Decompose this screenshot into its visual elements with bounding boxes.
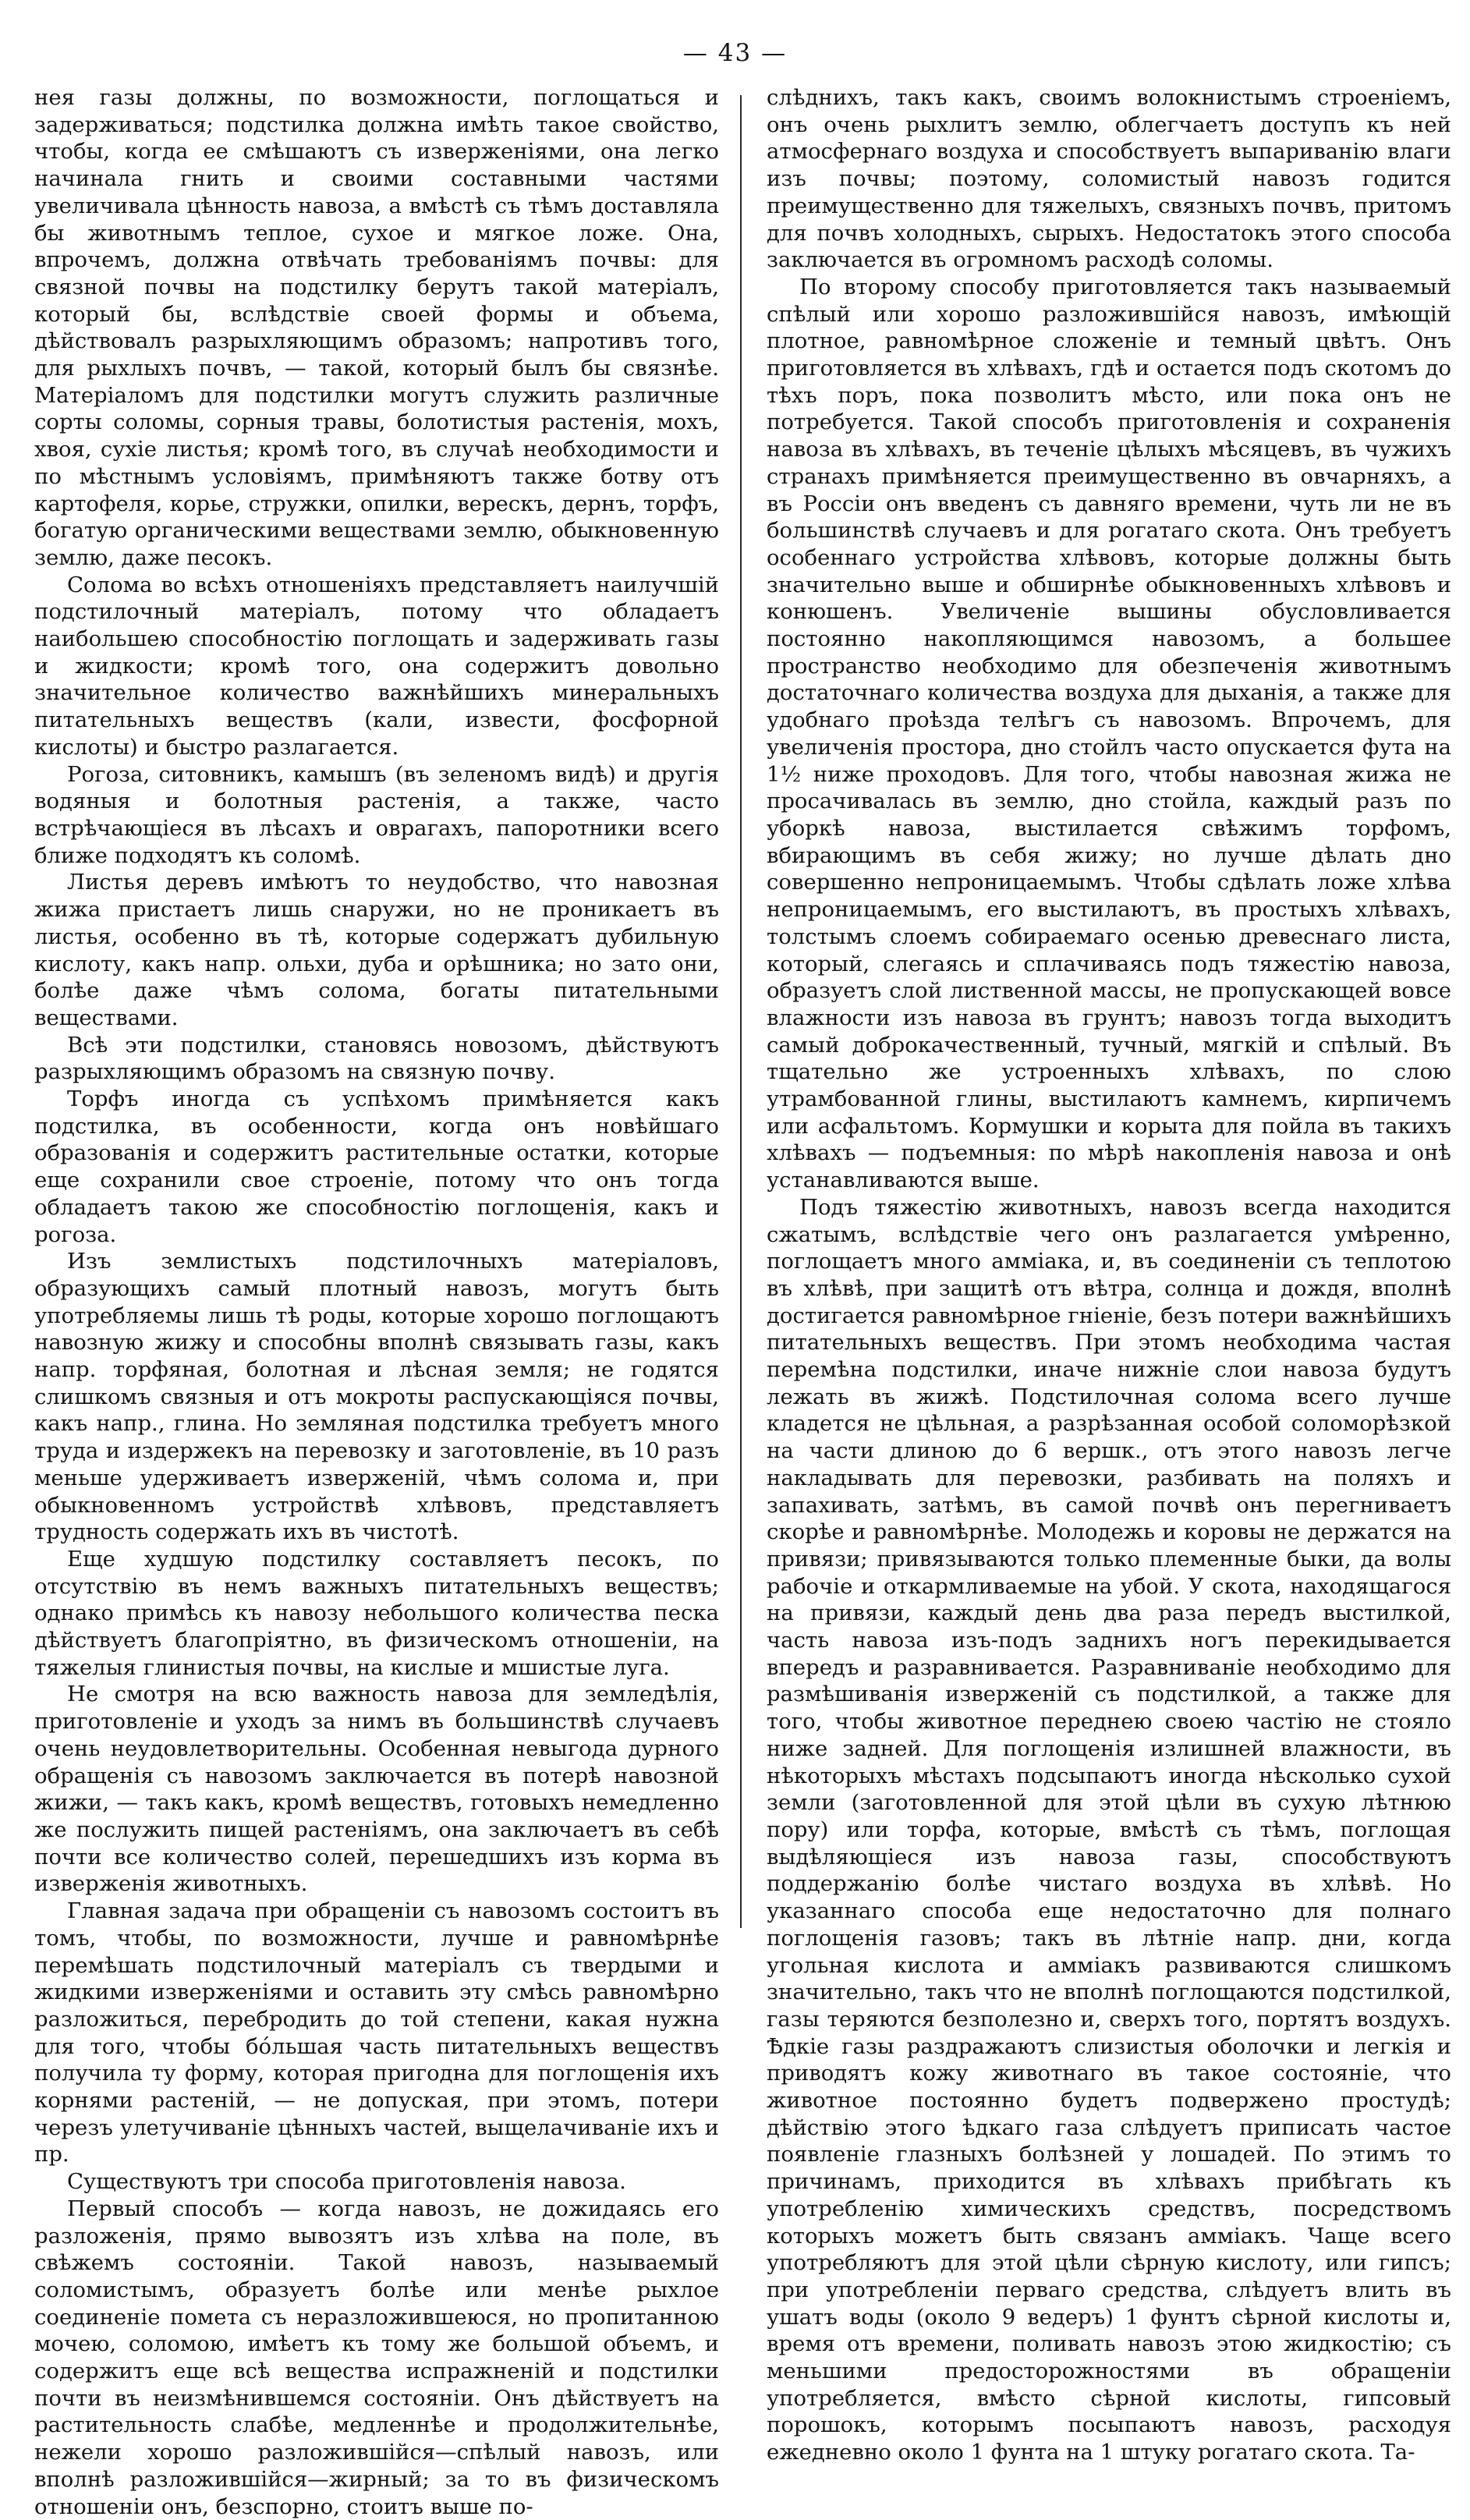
paragraph: Главная задача при обращеніи съ навозомъ состоитъ въ томъ, чтобы, по возможности, лучше и равномѣрнѣе перемѣшать подстилочный матеріалъ съ твердыми и жидкими изверженіями и оставить эту смѣсь равномѣрно разложиться, перебродить до той степени, какая нужна для того, чтобы бо́льшая часть питательныхъ веществъ получила ту форму, которая пригодна для поглощенія ихъ корнями растеній, — не допуская, при этомъ, потери черезъ улетучиваніе цѣнныхъ частей, выщелачиваніе ихъ и пр. bbox=[34, 1898, 719, 2167]
paragraph: Торфъ иногда съ успѣхомъ примѣняется какъ подстилка, въ особенности, когда онъ новѣйшаго образованія и содержитъ растительные остатки, которые еще сохранили свое строеніе, потому что онъ тогда обладаетъ такою же способностію поглощенія, какъ и рогоза. bbox=[34, 1086, 719, 1247]
paragraph: Существуютъ три способа приготовленія навоза. bbox=[67, 2169, 626, 2195]
paragraph: Первый способъ — когда навозъ, не дожидаясь его разложенія, прямо вывозятъ изъ хлѣва на поле, въ свѣжемъ состояніи. Такой навозъ, называемый соломистымъ, образуетъ болѣе или менѣе рыхлое соединеніе помета съ неразложившеюся, но пропитанною мочею, соломою, имѣетъ къ тому же большой объемъ, и содержитъ еще всѣ вещества испражненій и подстилки почти въ неизмѣнившемся состояніи. Онъ дѣйствуетъ на растительность слабѣе, медленнѣе и продолжительнѣе, нежели хорошо разложившійся—спѣлый навозъ, или вполнѣ разложившійся—жирный; за то въ физическомъ отношеніи онъ, безспорно, стоитъ выше по- bbox=[34, 2196, 719, 2519]
paragraph: Не смотря на всю важность навоза для земледѣлія, приготовленіе и уходъ за нимъ въ большинствѣ случаевъ очень неудовлетворительны. Особенная невыгода дурного обращенія съ навозомъ заключается въ потерѣ навозной жижи, — такъ какъ, кромѣ веществъ, готовыхъ немедленно же послужить пищей растеніямъ, она заключаетъ въ себѣ почти все количество солей, перешедшихъ изъ корма въ изверженія животныхъ. bbox=[34, 1682, 719, 1897]
paragraph: Подъ тяжестію животныхъ, навозъ всегда находится сжатымъ, вслѣдствіе чего онъ разлагается умѣренно, поглощаетъ много аммiака, и, въ соединеніи съ теплотою въ хлѣвѣ, при защитѣ отъ вѣтра, солнца и дождя, вполнѣ достигается равномѣрное гніеніе, безъ потери важнѣйшихъ питательныхъ веществъ. При этомъ необходима частая перемѣна подстилки, иначе нижніе слои навоза будутъ лежать въ жижѣ. Подстилочная солома всего лучше кладется не цѣльная, а разрѣзанная особой соломорѣзкой на части длиною до 6 вершк., отъ этого навозъ легче накладывать для перевозки, разбивать на поляхъ и запахивать, затѣмъ, въ самой почвѣ онъ перегниваетъ скорѣе и равномѣрнѣе. Молодежь и коровы не держатся на привязи; привязываются только племенные быки, да волы рабочіе и откармливаемые на убой. У скота, находящагося на привязи, каждый день два раза передъ выстилкой, часть навоза изъ-подъ заднихъ ногъ перекидывается впередъ и разравнивается. Разравниваніе необходимо для размѣшиванія изверженій съ подстилкой, а также для того, чтобы животное переднею своею частію не стояло ниже задней. Для поглощенія излишней влажности, въ нѣкоторыхъ мѣстахъ подсыпаютъ иногда нѣсколько сухой земли (заготовленной для этой цѣли въ сухую лѣтнюю пору) или торфа, которые, вмѣстѣ съ тѣмъ, поглощая выдѣляющіеся изъ навоза газы, способствуютъ поддержанію болѣе чистаго воздуха въ хлѣвѣ. Но указаннаго способа еще недостаточно для полнаго поглощенія газовъ; такъ въ лѣтніе напр. дни, когда угольная кислота и аммiакъ развиваются слишкомъ значительно, такъ что не вполнѣ поглощаются подстилкой, газы теряются безполезно и, сверхъ того, портятъ воздухъ. Ѣдкіе газы раздражаютъ слизистыя оболочки и легкія и приводятъ кожу животнаго въ такое состояніе, что животное постоянно будетъ подвержено простудѣ; дѣйствію этого ѣдкаго газа слѣдуетъ приписать частое появленіе глазныхъ болѣзней у лошадей. По этимъ то причинамъ, приходится въ хлѣвахъ прибѣгать къ употребленію химическихъ средствъ, посредствомъ которыхъ можетъ быть связанъ аммiакъ. Чаще всего употребляютъ для этой цѣли сѣрную кислоту, или гипсъ; при употребленіи перваго средства, слѣдуетъ влить въ ушатъ воды (около 9 ведеръ) 1 фунтъ сѣрной кислоты и, время отъ времени, поливать навозъ этою жидкостію; съ меньшими предосторожностями въ обращеніи употребляется, вмѣсто сѣрной кислоты, гипсовый порошокъ, которымъ посыпаютъ навозъ, расходуя ежедневно около 1 фунта на 1 штуку рогатаго скота. Та- bbox=[767, 1194, 1451, 2465]
paragraph: Солома во всѣхъ отношеніяхъ представляетъ наилучшій подстилочный матеріалъ, потому что обладаетъ наибольшею способностію поглощать и задерживать газы и жидкости; кромѣ того, она содержитъ довольно значительное количество важнѣйшихъ минеральныхъ питательныхъ веществъ (кали, извести, фосфорной кислоты) и быстро разлагается. bbox=[34, 572, 719, 760]
paragraph: Изъ землистыхъ подстилочныхъ матеріаловъ, образующихъ самый плотный навозъ, могутъ быть употребляемы лишь тѣ роды, которые хорошо поглощаютъ навозную жижу и способны вполнѣ связывать газы, какъ напр. торфяная, болотная и лѣсная земля; не годятся слишкомъ связныя и отъ мокроты распускающіяся почвы, какъ напр., глина. Но земляная подстилка требуетъ много труда и издержекъ на перевозку и заготовленіе, въ 10 разъ меньше удерживаетъ изверженій, чѣмъ солома и, при обыкновенномъ устройствѣ хлѣвовъ, представляетъ трудность содержать ихъ въ чистотѣ. bbox=[34, 1249, 719, 1545]
paragraph: Еще худшую подстилку составляетъ песокъ, по отсутствію въ немъ важныхъ питательныхъ веществъ; однако примѣсь къ навозу небольшого количества песка дѣйствуетъ благопріятно, въ физическомъ отношеніи, на тяжелыя глинистыя почвы, на кислые и мшистые луга. bbox=[34, 1546, 719, 1680]
paragraph: По второму способу приготовляется такъ называемый спѣлый или хорошо разложившійся навозъ, имѣющій плотное, равномѣрное сложеніе и темный цвѣтъ. Онъ приготовляется въ хлѣвахъ, гдѣ и остается подъ скотомъ до тѣхъ поръ, пока позволитъ мѣсто, или пока онъ не потребуется. Такой способъ приготовленія и сохраненія навоза въ хлѣвахъ, въ теченіе цѣлыхъ мѣсяцевъ, въ чужихъ странахъ примѣняется преимущественно въ овчарняхъ, а въ Россіи онъ введенъ съ давняго времени, чуть ли не въ большинствѣ случаевъ и для рогатаго скота. Онъ требуетъ особеннаго устройства хлѣвовъ, которые должны быть значительно выше и обширнѣе обыкновенныхъ хлѣвовъ и конюшенъ. Увеличеніе вышины обусловливается постоянно накопляющимся навозомъ, а большее пространство необходимо для обезпеченія животнымъ достаточнаго количества воздуха для дыханія, а также для удобнаго проѣзда телѣгъ съ навозомъ. Впрочемъ, для увеличенія простора, дно стойлъ часто опускается фута на 1½ ниже проходовъ. Для того, чтобы навозная жижа не просачивалась въ землю, дно стойла, каждый разъ по уборкѣ навоза, выстилается свѣжимъ торфомъ, вбирающимъ въ себя жижу; но лучше дѣлать дно совершенно непроницаемымъ. Чтобы сдѣлать ложе хлѣва непроницаемымъ, его выстилаютъ, въ простыхъ хлѣвахъ, толстымъ слоемъ собираемаго осенью древеснаго листа, который, слегаясь и сплачиваясь подъ тяжестію навоза, образуетъ слой лиственной массы, не пропускающей вовсе влажности изъ навоза въ грунтъ; навозъ тогда выходитъ самый доброкачественный, тучный, мягкій и спѣлый. Въ тщательно же устроенныхъ хлѣвахъ, по слою утрамбованной глины, выстилаютъ камнемъ, кирпичемъ или асфальтомъ. Кормушки и корыта для пойла въ такихъ хлѣвахъ — подъемныя: по мѣрѣ накопленія навоза и онѣ устанавливаются выше. bbox=[767, 274, 1451, 1193]
page-number: — 43 — bbox=[682, 39, 788, 67]
paragraph: Всѣ эти подстилки, становясь новозомъ, дѣйствуютъ разрыхляющимъ образомъ на связную почву. bbox=[34, 1032, 719, 1085]
paragraph: Листья деревъ имѣютъ то неудобство, что навозная жижа пристаетъ лишь снаружи, но не проникаетъ въ листья, особенно въ тѣ, которые содержатъ дубильную кислоту, какъ напр. ольхи, дуба и орѣшника; но зато они, болѣе даже чѣмъ солома, богаты питательными веществами. bbox=[34, 870, 719, 1030]
paragraph: Рогоза, ситовникъ, камышъ (въ зеленомъ видѣ) и другія водяныя и болотныя растенія, а также, часто встрѣчающіеся въ лѣсахъ и оврагахъ, папоротники всего ближе подходятъ къ соломѣ. bbox=[34, 761, 719, 868]
column-divider bbox=[740, 95, 742, 1928]
right-column bbox=[767, 84, 1451, 2466]
left-column bbox=[34, 84, 719, 2520]
paragraph: слѣднихъ, такъ какъ, своимъ волокнистымъ строеніемъ, онъ очень рыхлитъ землю, облегчаетъ доступъ къ ней атмосфернаго воздуха и способствуетъ выпариванію влаги изъ почвы; поэтому, соломистый навозъ годится преимущественно для тяжелыхъ, связныхъ почвъ, притомъ для почвъ холодныхъ, сырыхъ. Недостатокъ этого способа заключается въ огромномъ расходѣ соломы. bbox=[767, 85, 1451, 273]
paragraph: нея газы должны, по возможности, поглощаться и задерживаться; подстилка должна имѣть такое свойство, чтобы, когда ее смѣшаютъ съ изверженіями, она легко начинала гнить и своими составными частями увеличивала цѣнность навоза, а вмѣстѣ съ тѣмъ доставляла бы животнымъ теплое, сухое и мягкое ложе. Она, впрочемъ, должна отвѣчать требованіямъ почвы: для связной почвы на подстилку берутъ такой матеріалъ, который бы, вслѣдствіе своей формы и объема, дѣйствовалъ разрыхляющимъ образомъ; напротивъ того, для рыхлыхъ почвъ, — такой, который былъ бы связнѣе. Матеріаломъ для подстилки могутъ служить различные сорты соломы, сорныя травы, болотистыя растенія, мохъ, хвоя, сухіе листья; кромѣ того, въ случаѣ необходимости и по мѣстнымъ условіямъ, примѣняютъ также ботву отъ картофеля, корье, стружки, опилки, верескъ, дернъ, торфъ, богатую органическими веществами землю, обыкновенную землю, даже песокъ. bbox=[34, 85, 719, 570]
